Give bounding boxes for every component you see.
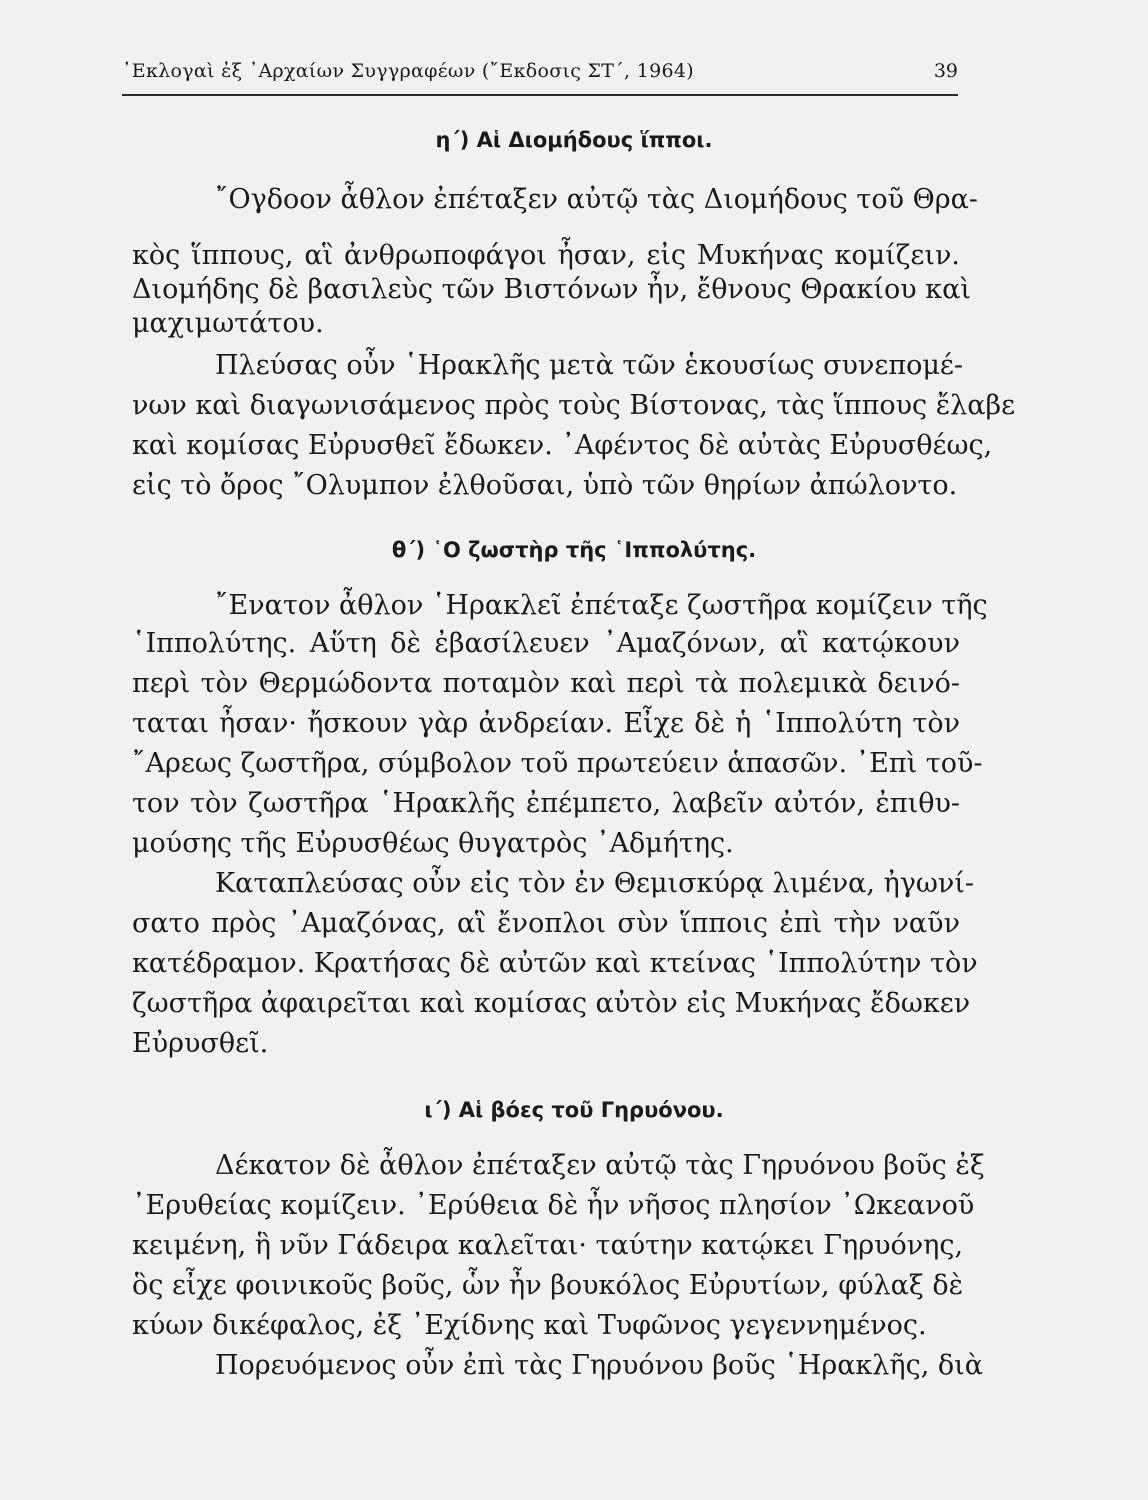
text-line: τον τὸν ζωστῆρα ῾Ηρακλῆς ἐπέμπετο, λαβεῖν αὐτόν, ἐπιθυ- — [132, 788, 960, 819]
text-line: Διομήδης δὲ βασιλεὺς τῶν Βιστόνων ἦν, ἔθνους Θρακίου καὶ — [132, 274, 971, 305]
text-line: Καταπλεύσας οὖν εἰς τὸν ἐν Θεμισκύρᾳ λιμένα, ἠγωνί- — [215, 868, 974, 899]
text-line: ταται ἦσαν· ἤσκουν γὰρ ἀνδρείαν. Εἶχε δὲ ἡ ῾Ιππολύτη τὸν — [132, 708, 960, 739]
text-line: Πλεύσας οὖν ῾Ηρακλῆς μετὰ τῶν ἑκουσίως συνεπομέ- — [215, 350, 964, 381]
section-heading-eta: η΄) Αἱ Διομήδους ἵπποι. — [435, 128, 713, 152]
text-line: ᾿Ερυθείας κομίζειν. ᾿Ερύθεια δὲ ἦν νῆσος πλησίον ᾿Ωκεανοῦ — [132, 1190, 975, 1221]
page-number: 39 — [933, 60, 958, 82]
text-line: κατέδραμον. Κρατήσας δὲ αὐτῶν καὶ κτείνας ῾Ιππολύτην τὸν — [132, 948, 978, 979]
text-line: ὃς εἶχε φοινικοῦς βοῦς, ὧν ἦν βουκόλος Εὐρυτίων, φύλαξ δὲ — [132, 1270, 964, 1301]
text-line: ῾Ιππολύτης. Αὕτη δὲ ἐβασίλευεν ᾿Αμαζόνων, αἳ κατῴκουν — [132, 628, 960, 659]
running-header — [122, 60, 958, 96]
text-line: εἰς τὸ ὄρος ῎Ολυμπον ἐλθοῦσαι, ὑπὸ τῶν θηρίων ἀπώλοντο. — [132, 470, 958, 501]
text-line: κὸς ἵππους, αἳ ἀνθρωποφάγοι ἦσαν, εἰς Μυκήνας κομίζειν. — [132, 240, 960, 271]
text-line: ῎Ενατον ἆθλον ῾Ηρακλεῖ ἐπέταξε ζωστῆρα κομίζειν τῆς — [215, 590, 988, 621]
section-heading-iota: ι΄) Αἱ βόες τοῦ Γηρυόνου. — [424, 1098, 724, 1122]
section-heading-theta: θ΄) ῾Ο ζωστὴρ τῆς ῾Ιππολύτης. — [391, 538, 757, 562]
text-line: κύων δικέφαλος, ἐξ ᾿Εχίδνης καὶ Τυφῶνος γεγεννημένος. — [132, 1310, 927, 1341]
text-line: ζωστῆρα ἀφαιρεῖται καὶ κομίσας αὐτὸν εἰς Μυκήνας ἔδωκεν — [132, 988, 971, 1019]
text-line: κειμένη, ἣ νῦν Γάδειρα καλεῖται· ταύτην κατῴκει Γηρυόνης, — [132, 1230, 964, 1261]
text-line: περὶ τὸν Θερμώδοντα ποταμὸν καὶ περὶ τὰ πολεμικὰ δεινό- — [132, 668, 960, 699]
running-title: ᾿Εκλογαὶ ἐξ ᾿Αρχαίων Συγγραφέων (῎Εκδοσις ΣΤ΄, 1964) — [122, 60, 694, 82]
text-line: σατο πρὸς ᾿Αμαζόνας, αἳ ἔνοπλοι σὺν ἵπποις ἐπὶ τὴν ναῦν — [132, 908, 960, 939]
text-line: νων καὶ διαγωνισάμενος πρὸς τοὺς Βίστονας, τὰς ἵππους ἔλαβε — [132, 390, 1016, 421]
text-line: καὶ κομίσας Εὐρυσθεῖ ἔδωκεν. ᾿Αφέντος δὲ αὐτὰς Εὐρυσθέως, — [132, 430, 993, 461]
text-line: μαχιμωτάτου. — [132, 308, 324, 339]
text-line: Εὐρυσθεῖ. — [132, 1028, 269, 1059]
text-line: Πορευόμενος οὖν ἐπὶ τὰς Γηρυόνου βοῦς ῾Ηρακλῆς, διὰ — [215, 1350, 983, 1381]
text-line: ῎Ογδοον ἆθλον ἐπέταξεν αὐτῷ τὰς Διομήδους τοῦ Θρα- — [215, 184, 978, 215]
text-line: μούσης τῆς Εὐρυσθέως θυγατρὸς ᾿Αδμήτης. — [132, 828, 734, 859]
text-line: ῎Αρεως ζωστῆρα, σύμβολον τοῦ πρωτεύειν ἁπασῶν. ᾿Επὶ τοῦ- — [132, 748, 983, 779]
text-line: Δέκατον δὲ ἆθλον ἐπέταξεν αὐτῷ τὰς Γηρυόνου βοῦς ἐξ — [215, 1150, 985, 1181]
